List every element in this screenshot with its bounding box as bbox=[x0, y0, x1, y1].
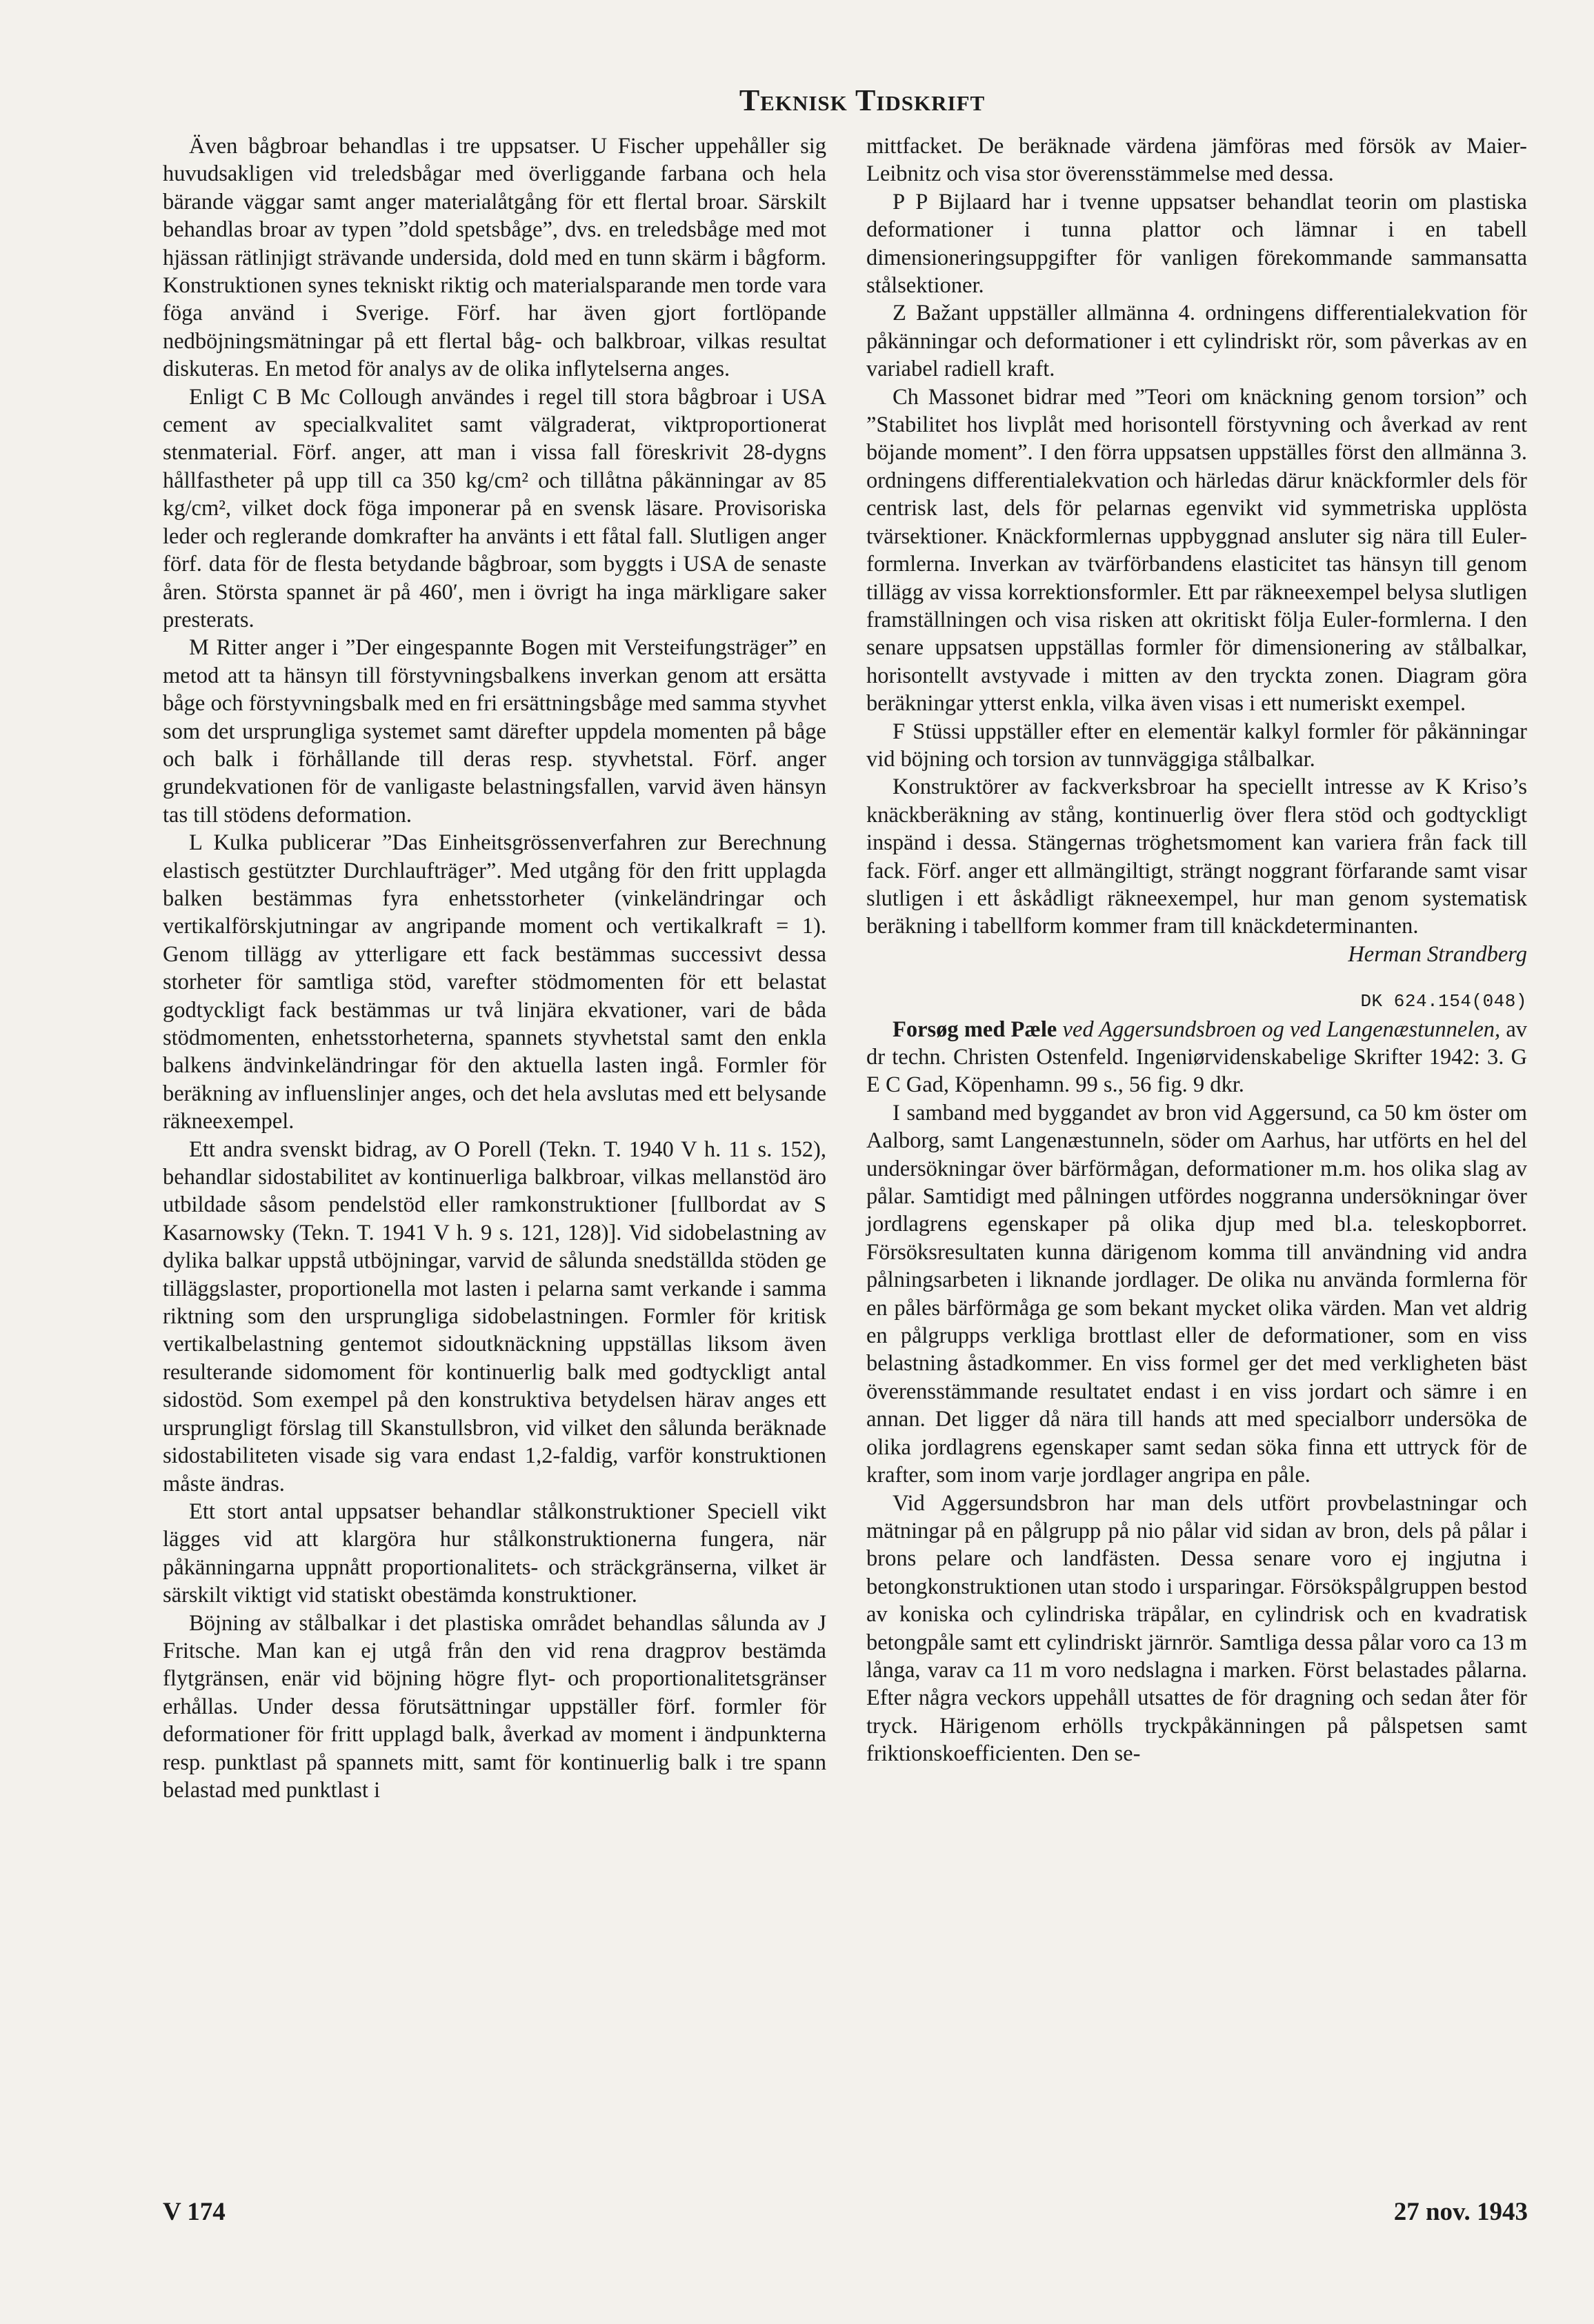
left-column bbox=[163, 132, 826, 1804]
author-signature: Herman Strandberg bbox=[1348, 941, 1527, 967]
paragraph: L Kulka publicerar ”Das Einheitsgrössenverfahren zur Berechnung elastisch gestützter Durchlaufträger”. Med utgång för den fritt upplagda balken bestämmas fyra enhetsstorheter (vinkeländringar och vertikalförskjutningar av angripande moment och vertikalkraft = 1). Genom tillägg av ytterligare ett fack bestämmas successivt dessa storheter för samtliga stöd, varefter stödmomenten för ett belastat godtyckligt fack bestämmas ur två linjära ekvationer, vari de båda stödmomenten, enhetsstorheterna, spannets styvhetstal samt den enkla balkens ändvinkeländringar för den aktuella lasten ingå. Formler för beräkning av influenslinjer anges, och det hela avslutas med ett belysande räkneexempel. bbox=[163, 830, 826, 1134]
paragraph: Böjning av stålbalkar i det plastiska området behandlas sålunda av J Fritsche. Man kan ej utgå från den vid rena dragprov bestämda flytgränsen, enär vid böjning högre flyt- och proportionalitetsgränser erhållas. Under dessa förutsättningar uppställer förf. formler för deformationer för fritt upplagd balk, åverkad av moment i ändpunkterna resp. punktlast på spannets mitt, samt för kontinuerlig balk i tre spann belastad med punktlast i bbox=[163, 1610, 826, 1803]
review-title: Forsøg med Pæle bbox=[893, 1016, 1057, 1042]
paragraph: Ett andra svenskt bidrag, av O Porell (Tekn. T. 1940 V h. 11 s. 152), behandlar sidostabilitet av kontinuerliga balkbroar, vilkas mellanstöd äro utbildade såsom pendelstöd eller ramkonstruktioner [fullbordat av S Kasarnowsky (Tekn. T. 1941 V h. 9 s. 121, 128)]. Vid sidobelastning av dylika balkar uppstå utböjningar, varvid de sålunda snedställda stöden ge tilläggslaster, proportionella mot lasten i pelarna samt verkande i samma riktning som den ursprungliga sidobelastningen. Formler för kritisk vertikalbelastning gentemot sidoutknäckning uppställas liksom även resulterande sidomoment för kontinuerlig balk med godtyckligt antal sidostöd. Som exempel på den konstruktiva betydelsen härav anges ett ursprungligt förslag till Skanstullsbron, vid vilket den sålunda beräknade sidostabiliteten visade sig vara endast 1,2-faldig, varför konstruktionen måste ändras. bbox=[163, 1136, 826, 1496]
issue-date: 27 nov. 1943 bbox=[1393, 2198, 1528, 2226]
page-number: V 174 bbox=[163, 2198, 226, 2226]
paragraph: I samband med byggandet av bron vid Aggersund, ca 50 km öster om Aalborg, samt Langenæstunneln, söder om Aarhus, har utförts en hel del undersökningar över bärförmågan, deformationer m.m. hos olika slag av pålar. Samtidigt med pålningen utfördes noggranna undersökningar över jordlagrens egenskaper på olika djup med bl.a. teleskopborret. Försöksresultaten kunna därigenom komma till användning vid andra pålningsarbeten i liknande jordlager. De olika nu använda formlerna för en påles bärförmåga ge som bekant mycket olika värden. Man vet aldrig en pålgrupps verkliga brottlast eller de deformationer, som en viss belastning åstadkommer. En viss formel ger det med verkligheten bäst överensstämmande resultatet endast i en viss jordart och sämre i en annan. Det ligger då nära till hands att med specialborr undersöka de olika jordlagrens egenskaper samt sedan söka finna ett uttryck för de krafter, som inom varje jordlager angripa en påle. bbox=[866, 1100, 1527, 1488]
paragraph: mittfacket. De beräknade värdena jämföras med försök av Maier-Leibnitz och visa stor överensstämmelse med dessa. bbox=[866, 134, 1527, 187]
paragraph: P P Bijlaard har i tvenne uppsatser behandlat teorin om plastiska deformationer i tunna plattor och lämnar i en tabell dimensioneringsuppgifter för vanligen förekommande sammansatta stålsektioner. bbox=[866, 189, 1527, 299]
paragraph: Även bågbroar behandlas i tre uppsatser. U Fischer uppehåller sig huvudsakligen vid treledsbågar med överliggande farbana och hela bärande väggar samt anger materialåtgång för ett flertal broar. Särskilt behandlas broar av typen ”dold spetsbåge”, dvs. en treledsbåge med mot hjässan rätlinjigt strävande undersida, dold med en tunn skärm i bågform. Konstruktionen synes tekniskt riktig och materialsparande men torde vara föga använd i Sverige. Förf. har även gjort fortlöpande nedböjningsmätningar på ett flertal båg- och balkbroar, vilkas resultat diskuteras. En metod för analys av de olika inflytelserna anges. bbox=[163, 134, 826, 382]
review-heading bbox=[866, 1016, 1527, 1099]
paragraph: M Ritter anger i ”Der eingespannte Bogen mit Versteifungsträger” en metod att ta hänsyn till förstyvningsbalkens inverkan genom att ersätta båge och förstyvningsbalk med en fri ersättningsbåge med samma styvhet som det ursprungliga systemet samt därefter uppdela momenten på båge och balk i förhållande till deras resp. styvhetstal. Förf. anger grundekvationen för de vanligaste belastningsfallen, varvid även hänsyn tas till stödens deformation. bbox=[163, 635, 826, 828]
paragraph: Enligt C B Mc Collough användes i regel till stora bågbroar i USA cement av specialkvalitet samt välgraderat, viktproportionerat stenmaterial. Förf. anger, att man i vissa fall föreskrivit 28-dygns hållfastheter på upp till ca 350 kg/cm² och tillåtna påkänningar av 85 kg/cm², vilket dock föga imponerar på en svensk läsare. Provisoriska leder och reglerande domkrafter ha använts i ett fåtal fall. Slutligen anger förf. data för de flesta betydande bågbroar, som byggts i USA de senaste åren. Största spannet är på 460′, men i övrigt ha inga märkligare saker presterats. bbox=[163, 384, 826, 632]
paragraph: Ett stort antal uppsatser behandlar stålkonstruktioner Speciell vikt lägges vid att klargöra hur stålkonstruktionerna fungera, när påkänningarna uppnått proportionalitets- och sträckgränserna, vilket är särskilt viktigt vid statiskt obestämda konstruktioner. bbox=[163, 1499, 826, 1608]
paragraph: Ch Massonet bidrar med ”Teori om knäckning genom torsion” och ”Stabilitet hos livplåt med horisontell förstyvning och åverkad av rent böjande moment”. I den förra uppsatsen uppställes först den allmänna 3. ordningens differentialekvation och härledas därur knäckformler dels för centrisk last, dels för pelarnas egenvikt vid symmetriska upplösta tvärsektioner. Knäckformlernas uppbyggnad ansluter sig nära till Euler-formlerna. Inverkan av tvärförbandens elasticitet tas hänsyn till genom tillägg av vissa korrektionsformler. Ett par räkneexempel belysa slutligen framställningen och visa risken att okritiskt följa Euler-formlerna. I den senare uppsatsen uppställas formler för dimensionering av stålbalkar, horisontellt avstyvade i mitten av den tryckta zonen. Diagram göra beräkningar ytterst enkla, vilka även visas i ett numeriskt exempel. bbox=[866, 384, 1527, 717]
right-column bbox=[866, 132, 1527, 1768]
paragraph: Vid Aggersundsbron har man dels utfört provbelastningar och mätningar på en pålgrupp på nio pålar vid sidan av bron, dels på pålar i brons pelare och landfästen. Dessa senare voro ej ingjutna i betongkonstruktionen utan stodo i ursparingar. Försökspålgruppen bestod av koniska och cylindriska träpålar, en cylindrisk och en kvadratisk betongpåle samt ett cylindriskt järnrör. Samtliga dessa pålar voro ca 13 m långa, varav ca 11 m voro nedslagna i marken. Först belastades pålarna. Efter några veckors uppehåll utsattes de för dragning och sedan åter för tryck. Härigenom erhölls tryckpåkänningen på pålspetsen samt friktionskoefficienten. Den se- bbox=[866, 1490, 1527, 1767]
paragraph: Z Bažant uppställer allmänna 4. ordningens differentialekvation för påkänningar och deformationer i ett cylindriskt rör, som påverkas av en variabel radiell kraft. bbox=[866, 301, 1527, 382]
review-subtitle: ved Aggersundsbroen og ved Langenæstunnelen, bbox=[1062, 1016, 1501, 1042]
paragraph: F Stüssi uppställer efter en elementär kalkyl formler för påkänningar vid böjning och torsion av tunnväggiga stålbalkar. bbox=[866, 719, 1527, 772]
dk-classification: DK 624.154(048) bbox=[1360, 991, 1527, 1012]
journal-title: Teknisk Tidskrift bbox=[739, 83, 986, 117]
review-publication-info: av dr techn. Christen Ostenfeld. Ingeniørvidenskabelige Skrifter 1942: 3. G E C Gad, Köpenhamn. 99 s., 56 fig. 9 dkr. bbox=[866, 1016, 1528, 1098]
paragraph: Konstruktörer av fackverksbroar ha speciellt intresse av K Kriso’s knäckberäkning av stång, kontinuerlig över flera stöd och godtyckligt inspänd i dessa. Stängernas tröghetsmoment kan variera från fack till fack. Förf. anger ett allmängiltigt, strängt noggrant förfarande samt visar slutligen i ett åskådligt räkneexempel, hur man genom systematisk beräkning i tabellform kommer fram till knäckdeterminanten. bbox=[866, 774, 1527, 939]
